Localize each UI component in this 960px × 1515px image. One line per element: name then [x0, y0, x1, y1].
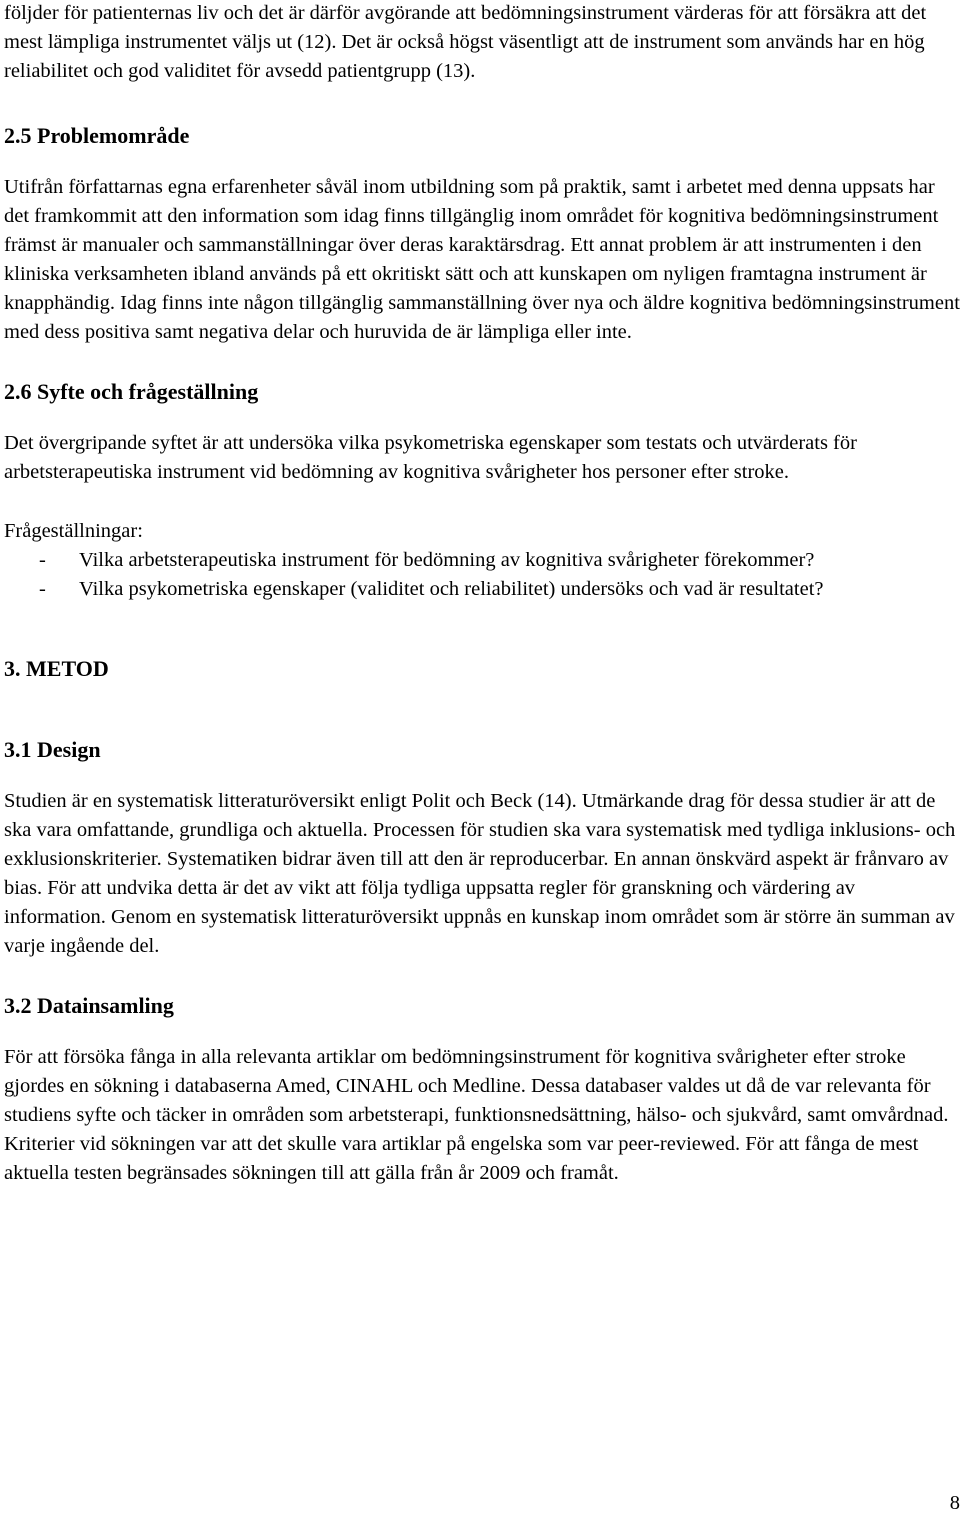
list-item-text: Vilka psykometriska egenskaper (validitet och reliabilitet) undersöks och vad är resultatet? — [79, 578, 824, 600]
section-3-heading: 3. METOD — [4, 656, 109, 681]
section-3-2-body: För att försöka fånga in alla relevanta artiklar om bedömningsinstrument för kognitiva svårigheter efter stroke gjordes en sökning i databaserna Amed, CINAHL och Medline. Dessa databaser valdes ut då de var relevanta för studiens syfte och täcker in områden som arbetsterapi, funktionsnedsättning, hälso- och sjukvård, samt omvårdnad. Kriterier vid sökningen var att det skulle vara artiklar på engelska som var peer-reviewed. För att fånga de mest aktuella testen begränsades sökningen till att gälla från år 2009 och framåt. — [4, 1046, 949, 1184]
section-2-5-body: Utifrån författarnas egna erfarenheter såväl inom utbildning som på praktik, samt i arbetet med denna uppsats har det framkommit att den information som idag finns tillgänglig inom området för kognitiva bedömningsinstrument främst är manualer och sammanställningar över deras karaktärsdrag. Ett annat problem är att instrumenten i den kliniska verksamheten ibland används på ett okritiskt sätt och att kunskapen om nyligen framtagna instrument är knapphändig. Idag finns inte någon tillgänglig sammanställning över nya och äldre kognitiva bedömningsinstrument med dess positiva samt negativa delar och huruvida de är lämpliga eller inte. — [4, 176, 960, 343]
section-2-6-body: Det övergripande syftet är att undersöka vilka psykometriska egenskaper som testats och utvärderats för arbetsterapeutiska instrument vid bedömning av kognitiva svårigheter hos personer efter stroke. — [4, 432, 857, 483]
list-bullet: - — [39, 549, 46, 571]
section-3-1-body: Studien är en systematisk litteraturöversikt enligt Polit och Beck (14). Utmärkande drag för dessa studier är att de ska vara omfattande, grundliga och aktuella. Processen för studien ska vara systematisk med tydliga inklusions- och exklusionskriterier. Systematiken bidrar även till att den är reproducerbar. En annan önskvärd aspekt är frånvaro av bias. För att undvika detta är det av vikt att följa tydliga uppsatta regler för granskning och värdering av information. Genom en systematisk litteraturöversikt uppnås en kunskap inom området som är större än summan av varje ingående del. — [4, 790, 956, 957]
list-item — [4, 575, 960, 604]
list-item-text: Vilka arbetsterapeutiska instrument för bedömning av kognitiva svårigheter förekommer? — [79, 549, 815, 571]
page-number: 8 — [949, 1492, 960, 1514]
list-item — [4, 546, 960, 575]
section-3-2-heading: 3.2 Datainsamling — [4, 993, 174, 1018]
questions-list — [4, 546, 960, 604]
document-page — [4, 0, 960, 1188]
questions-label: Frågeställningar: — [4, 520, 143, 542]
intro-paragraph: följder för patienternas liv och det är därför avgörande att bedömningsinstrument värderas för att försäkra att det mest lämpliga instrumentet väljs ut (12). Det är också högst väsentligt att de instrument som används har en hög reliabilitet och god validitet för avsedd patientgrupp (13). — [4, 2, 927, 82]
list-bullet: - — [39, 578, 46, 600]
section-2-5-heading: 2.5 Problemområde — [4, 123, 190, 148]
section-3-1-heading: 3.1 Design — [4, 737, 101, 762]
section-2-6-heading: 2.6 Syfte och frågeställning — [4, 379, 259, 404]
